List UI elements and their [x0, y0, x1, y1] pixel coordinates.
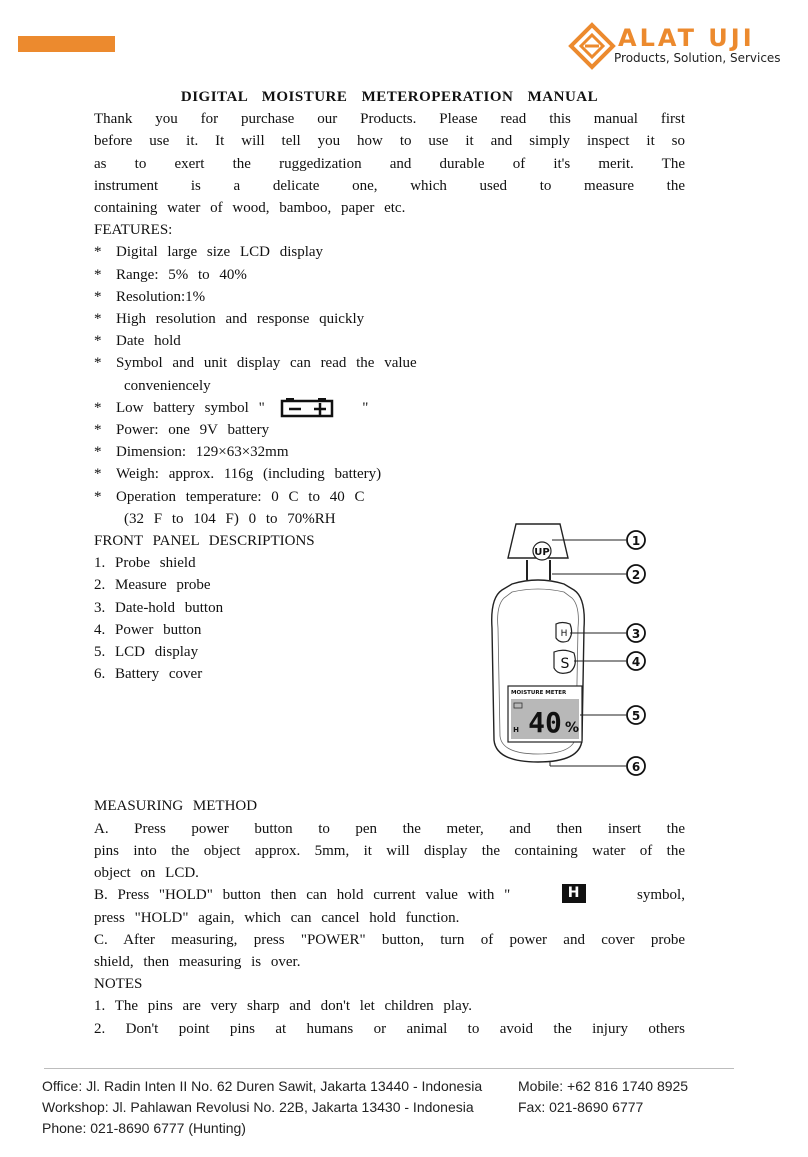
svg-text:4: 4: [631, 655, 641, 669]
footer-contact: [518, 1076, 688, 1118]
list-item: * Weigh: approx. 116g (including battery): [94, 466, 382, 483]
list-item-continuation: (32 F to 104 F) 0 to 70%RH: [124, 510, 336, 527]
panel-heading: FRONT PANEL DESCRIPTIONS: [94, 533, 315, 550]
footer-mobile: Mobile: +62 816 1740 8925: [518, 1078, 689, 1094]
panel-item: 2. Measure probe: [94, 577, 211, 594]
callout-5: [627, 706, 645, 724]
page-title: DIGITAL MOISTURE METEROPERATION MANUAL: [180, 89, 599, 105]
callout-2: [627, 565, 645, 583]
svg-text:H: H: [513, 726, 519, 734]
method-line: pins into the object approx. 5mm, it will display the containing water of the: [94, 842, 685, 859]
panel-item: 3. Date-hold button: [94, 599, 224, 616]
intro-line: instrument is a delicate one, which used to measure the: [94, 177, 685, 194]
lcd-display: [508, 686, 582, 742]
svg-text:UP: UP: [534, 547, 550, 558]
method-line: object on LCD.: [94, 865, 199, 882]
footer-phone: Phone: 021-8690 6777 (Hunting): [42, 1120, 246, 1136]
notes-heading: NOTES: [94, 976, 143, 993]
footer-office: Office: Jl. Radin Inten II No. 62 Duren Sawit, Jakarta 13440 - Indonesia: [42, 1078, 483, 1094]
company-logo: [568, 22, 793, 70]
method-line: A. Press power button to pen the meter, and then insert the: [94, 820, 685, 837]
list-item-continuation: conveniencely: [124, 377, 211, 394]
intro-line: before use it. It will tell you how to use it and simply inspect it so: [94, 133, 685, 150]
callout-1: [627, 531, 645, 549]
intro-line: containing water of wood, bamboo, paper etc.: [94, 200, 406, 217]
device-diagram: [488, 518, 660, 778]
features-list: [94, 241, 452, 530]
hold-button: [556, 623, 572, 643]
method-heading: MEASURING METHOD: [94, 798, 258, 815]
footer-workshop: Workshop: Jl. Pahlawan Revolusi No. 22B, Jakarta 13430 - Indonesia: [42, 1099, 474, 1115]
note-item: 2. Don't point pins at humans or animal to avoid the injury others: [94, 1020, 685, 1037]
callout-3: [627, 624, 645, 642]
footer-fax: Fax: 021-8690 6777: [518, 1099, 644, 1115]
list-item: * Dimension: 129×63×32mm: [94, 444, 289, 461]
svg-text:40: 40: [528, 706, 562, 739]
list-item: * Operation temperature: 0 C to 40 C: [94, 488, 365, 505]
list-item: * Range: 5% to 40%: [94, 266, 247, 283]
footer-divider: [44, 1068, 734, 1069]
svg-text:H: H: [560, 629, 568, 639]
callout-6: [627, 757, 645, 775]
list-item: * Resolution:1%: [94, 288, 206, 305]
callout-4: [627, 652, 645, 670]
panel-item: 6. Battery cover: [94, 666, 203, 683]
power-button: [554, 650, 575, 673]
method-line: shield, then measuring is over.: [94, 953, 301, 970]
svg-text:5: 5: [631, 709, 641, 723]
list-item: * Date hold: [94, 333, 181, 350]
intro-line: Thank you for purchase our Products. Please read this manual first: [94, 111, 685, 128]
footer-address: [42, 1076, 482, 1139]
hold-symbol-icon: H: [562, 884, 586, 903]
note-item: 1. The pins are very sharp and don't let children play.: [94, 998, 473, 1015]
logo-brand: ALAT UJI: [618, 24, 755, 52]
logo-tagline: Products, Solution, Services: [614, 51, 781, 65]
logo-mark-icon: [568, 22, 616, 70]
method-line: B. Press "HOLD" button then can hold current value with " H symbol,: [94, 885, 685, 904]
intro-line: as to exert the ruggedization and durable of it's merit. The: [94, 155, 685, 172]
list-item: * High resolution and response quickly: [94, 311, 365, 328]
svg-text:%: %: [564, 720, 580, 736]
list-item: * Digital large size LCD display: [94, 244, 324, 261]
battery-label: Low battery symbol: [116, 399, 249, 416]
panel-item: 5. LCD display: [94, 644, 199, 661]
panel-item: 4. Power button: [94, 621, 202, 638]
measure-probes: [527, 560, 550, 580]
list-item: * Power: one 9V battery: [94, 422, 270, 439]
features-heading: FEATURES:: [94, 222, 173, 239]
method-line: C. After measuring, press "POWER" button, turn of power and cover probe: [94, 931, 685, 948]
header-accent-bar: [18, 36, 115, 52]
callout-numbers: [627, 531, 645, 775]
svg-text:1: 1: [631, 534, 641, 548]
svg-text:3: 3: [631, 627, 641, 641]
probe-shield: [508, 524, 568, 560]
method-line: press "HOLD" again, which can cancel hold function.: [94, 909, 460, 926]
low-battery-icon: [280, 398, 336, 418]
list-item: * Low battery symbol " ": [94, 397, 452, 419]
svg-text:2: 2: [631, 568, 641, 582]
list-item: * Symbol and unit display can read the value: [94, 355, 417, 372]
panel-item: 1. Probe shield: [94, 555, 196, 572]
svg-text:S: S: [560, 656, 570, 672]
intro-paragraph: [94, 108, 685, 219]
svg-text:MOISTURE METER: MOISTURE METER: [511, 690, 567, 696]
svg-text:6: 6: [631, 760, 641, 774]
